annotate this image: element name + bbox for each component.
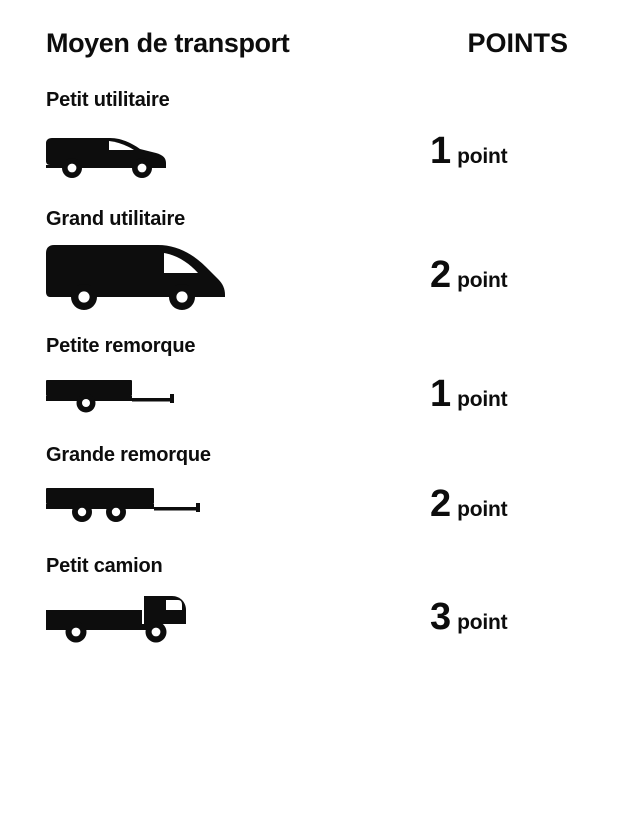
points-value: 2 (430, 483, 451, 525)
table-row (46, 555, 574, 648)
row-body (46, 586, 574, 648)
icon-cell (46, 374, 326, 414)
row-label: Grand utilitaire (46, 208, 186, 230)
points-cell (424, 256, 574, 294)
icon-cell (46, 588, 326, 646)
points-value: 3 (430, 596, 451, 638)
table-header (46, 0, 574, 59)
row-label: Petit camion (46, 555, 163, 577)
points-value: 1 (430, 130, 451, 172)
points-value: 1 (430, 373, 451, 415)
points-cell (424, 375, 574, 413)
large-van-icon (46, 239, 226, 311)
points-unit: point (457, 498, 508, 521)
points-unit: point (457, 145, 508, 168)
large-trailer-icon (46, 482, 206, 526)
points-unit: point (457, 611, 508, 634)
points-cell (424, 598, 574, 636)
table-row (46, 89, 574, 182)
row-body (46, 237, 574, 313)
page-title: Moyen de transport (46, 28, 290, 58)
table-row (46, 335, 574, 422)
points-value: 2 (430, 254, 451, 296)
points-unit: point (457, 269, 508, 292)
table-row (46, 208, 574, 313)
icon-cell (46, 124, 326, 178)
small-truck-icon (46, 588, 194, 646)
row-label: Petite remorque (46, 335, 196, 357)
row-label: Petit utilitaire (46, 89, 170, 111)
row-label: Grande remorque (46, 444, 211, 466)
icon-cell (46, 239, 326, 311)
small-van-icon (46, 124, 168, 178)
points-cell (424, 485, 574, 523)
points-column-header: POINTS (467, 28, 568, 58)
points-unit: point (457, 388, 508, 411)
row-body (46, 475, 574, 533)
points-cell (424, 132, 574, 170)
icon-cell (46, 482, 326, 526)
table-row (46, 444, 574, 533)
small-trailer-icon (46, 374, 176, 414)
row-body (46, 366, 574, 422)
row-body (46, 120, 574, 182)
